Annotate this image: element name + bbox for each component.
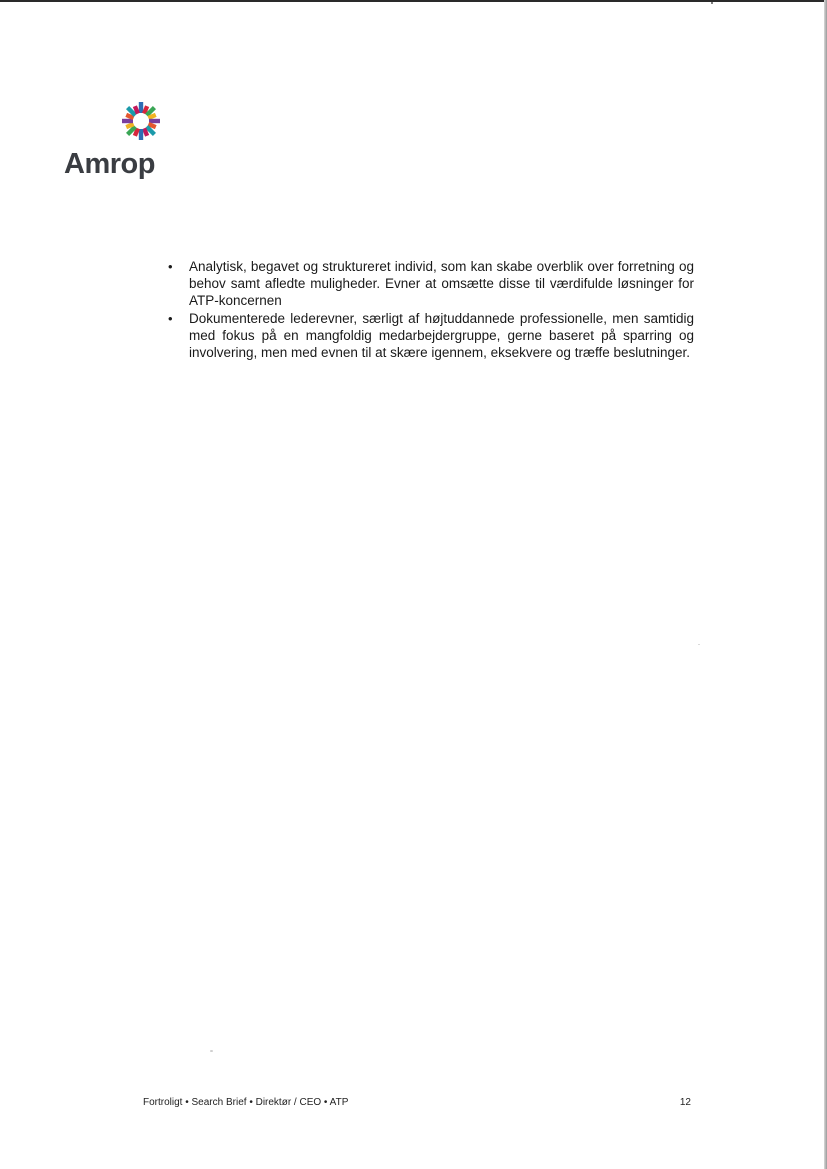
page-number: 12 (679, 1097, 691, 1108)
amrop-logo (64, 98, 156, 188)
document-body (164, 258, 694, 361)
scan-speck (711, 2, 713, 4)
footer-text: Fortroligt • Search Brief • Direktør / CEO • ATP (143, 1097, 349, 1108)
scan-speck (698, 644, 700, 645)
amrop-logo-mark-icon (118, 98, 164, 144)
amrop-wordmark: Amrop (64, 148, 155, 180)
list-item-text: Analytisk, begavet og struktureret individ, som kan skabe overblik over forretning og behov samt afledte muligheder. Evner at omsætte disse til værdifulde løsninger for ATP-koncernen (189, 259, 694, 309)
list-item (164, 258, 694, 310)
logo-ray (149, 119, 160, 123)
logo-ray (139, 129, 143, 140)
logo-ray (122, 119, 133, 123)
scan-speck (210, 1050, 213, 1052)
scan-top-edge (0, 0, 827, 2)
requirements-list (164, 258, 694, 361)
list-item (164, 310, 694, 362)
list-item-text: Dokumenterede lederevner, særligt af højtuddannede professionelle, men samtidig med fokus på en mangfoldig medarbejdergruppe, gerne baseret på sparring og involvering, men med evnen til at skære igennem, eksekvere og træffe beslutninger. (189, 310, 694, 361)
logo-ray (139, 102, 143, 113)
bullet-icon: • (168, 259, 173, 274)
bullet-icon: • (168, 310, 173, 326)
